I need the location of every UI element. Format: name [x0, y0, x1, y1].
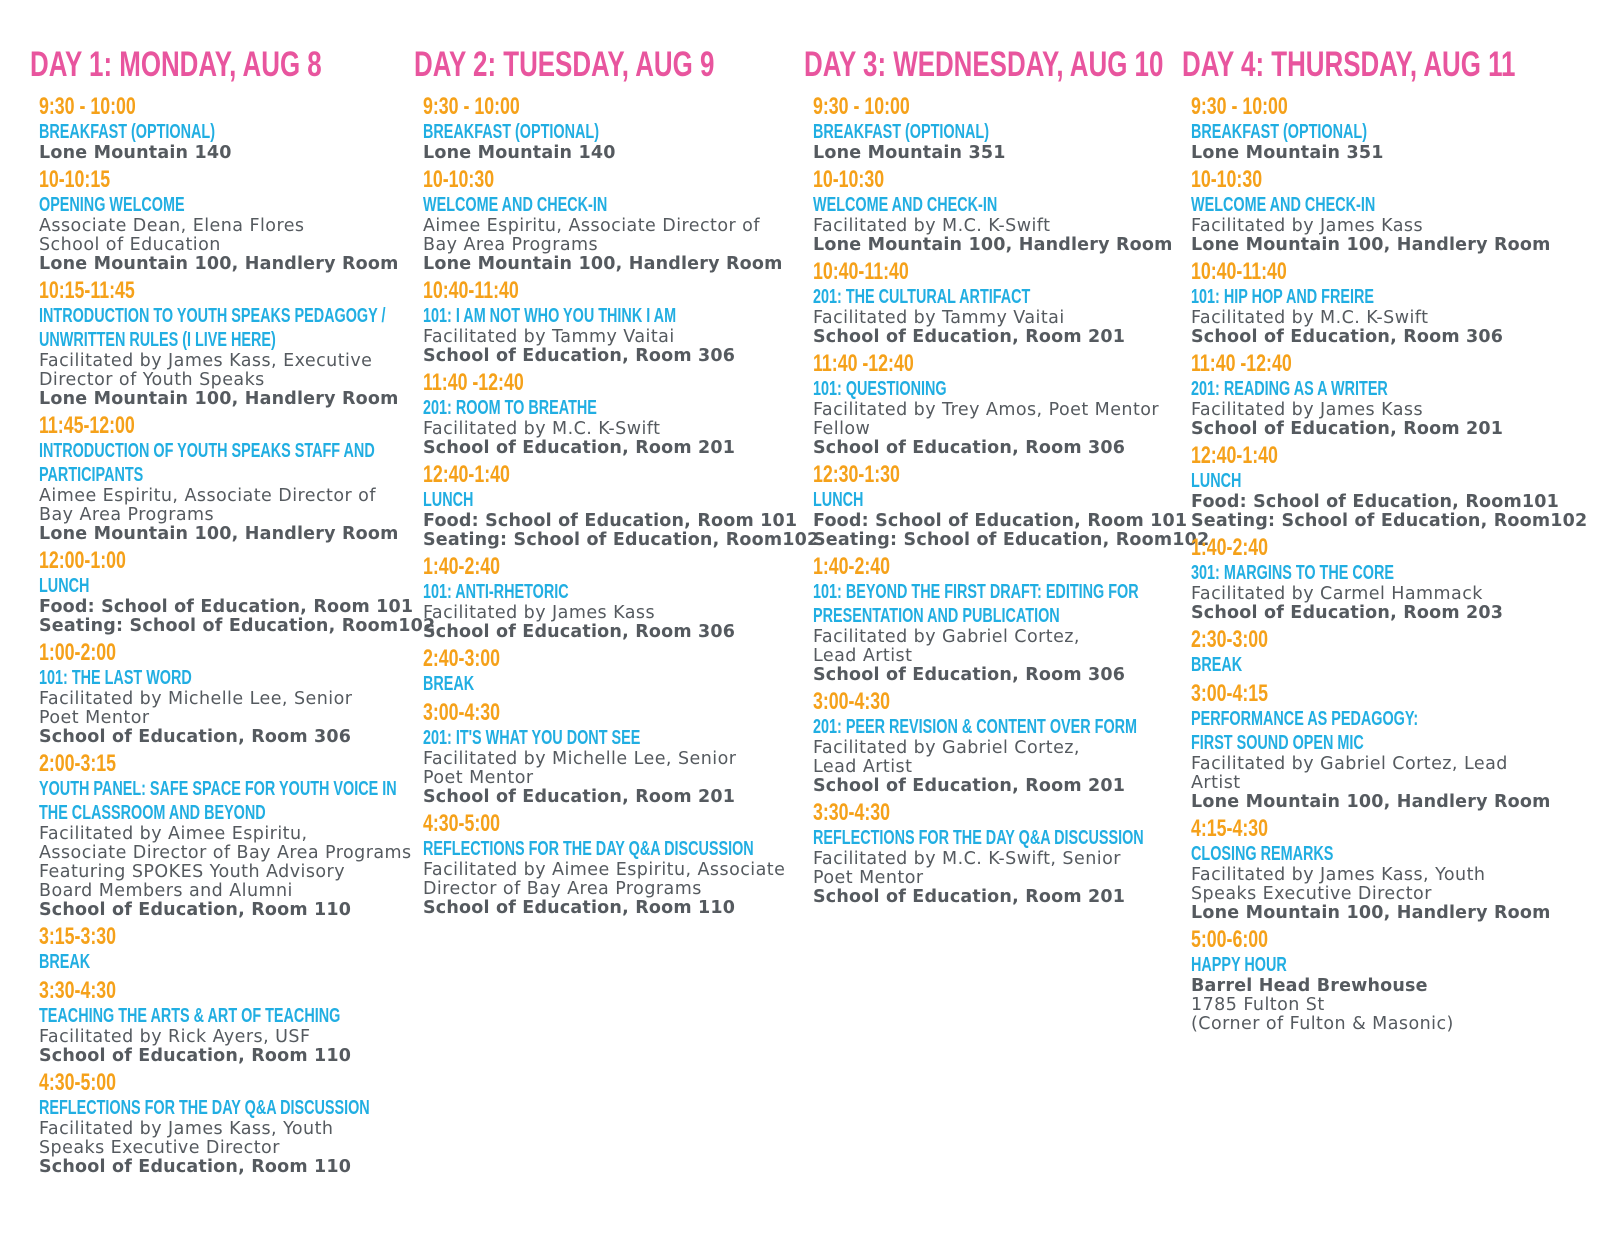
- event-location: Lone Mountain 100, Handlery Room: [1191, 903, 1551, 923]
- event-location: School of Education, Room 306: [39, 727, 352, 747]
- event-location: School of Education, Room 201: [423, 438, 736, 458]
- event-location: Seating: School of Education, Room102: [39, 616, 436, 636]
- event-detail: Aimee Espiritu, Associate Director of: [39, 486, 376, 506]
- event-title: 101: QUESTIONING: [813, 378, 947, 400]
- event-time: 12:00-1:00: [39, 547, 126, 574]
- event-title: INTRODUCTION TO YOUTH SPEAKS PEDAGOGY /: [39, 305, 386, 327]
- event-title: LUNCH: [1191, 470, 1242, 492]
- event-title: REFLECTIONS FOR THE DAY Q&A DISCUSSION: [39, 1097, 370, 1119]
- event: [39, 924, 536, 974]
- event-location: School of Education, Room 306: [423, 622, 736, 642]
- event-title: BREAKFAST (OPTIONAL): [813, 121, 989, 143]
- event-time: 4:15-4:30: [1191, 815, 1269, 842]
- event: [1191, 535, 1600, 623]
- event-time: 4:30-5:00: [423, 810, 501, 837]
- event-title: LUNCH: [39, 575, 90, 597]
- event-time: 10:15-11:45: [39, 277, 135, 304]
- event: [39, 978, 536, 1066]
- event-location: School of Education, Room 306: [813, 438, 1126, 458]
- event-location: School of Education, Room 110: [423, 898, 736, 918]
- event-title: 201: ROOM TO BREATHE: [423, 397, 597, 419]
- event-time: 9:30 - 10:00: [423, 93, 520, 120]
- event-detail: Board Members and Alumni: [39, 881, 293, 901]
- event-location: School of Education, Room 110: [39, 1157, 352, 1177]
- event-time: 3:00-4:15: [1191, 680, 1269, 707]
- event-title: WELCOME AND CHECK-IN: [813, 194, 998, 216]
- event-title: UNWRITTEN RULES (I LIVE HERE): [39, 329, 276, 351]
- event-title: REFLECTIONS FOR THE DAY Q&A DISCUSSION: [423, 838, 754, 860]
- event-location: School of Education, Room 306: [1191, 327, 1504, 347]
- event-title: PARTICIPANTS: [39, 464, 144, 486]
- event-title: BREAKFAST (OPTIONAL): [423, 121, 599, 143]
- event-time: 10:40-11:40: [813, 258, 909, 285]
- event-detail: Featuring SPOKES Youth Advisory: [39, 862, 346, 882]
- event-detail: Facilitated by M.C. K-Swift: [423, 419, 661, 439]
- event-detail: Speaks Executive Director: [39, 1138, 280, 1158]
- event-time: 1:00-2:00: [39, 639, 117, 666]
- event-detail: Facilitated by James Kass, Youth: [1191, 865, 1486, 885]
- event-title: BREAKFAST (OPTIONAL): [1191, 121, 1367, 143]
- event-title: TEACHING THE ARTS & ART OF TEACHING: [39, 1005, 341, 1027]
- event-time: 1:40-2:40: [423, 553, 501, 580]
- event-title: 101: ANTI-RHETORIC: [423, 581, 569, 603]
- event-location: Lone Mountain 100, Handlery Room: [813, 235, 1173, 255]
- event-location: School of Education, Room 201: [423, 787, 736, 807]
- event-location: School of Education, Room 306: [813, 665, 1126, 685]
- event-detail: Bay Area Programs: [39, 505, 215, 525]
- event-detail: Facilitated by M.C. K-Swift, Senior: [813, 849, 1121, 869]
- event-title: BREAKFAST (OPTIONAL): [39, 121, 215, 143]
- event-time: 10-10:30: [813, 166, 885, 193]
- event-detail: School of Education: [39, 235, 221, 255]
- event-title: CLOSING REMARKS: [1191, 843, 1334, 865]
- event-title: WELCOME AND CHECK-IN: [1191, 194, 1376, 216]
- event-time: 5:00-6:00: [1191, 926, 1269, 953]
- event-location: School of Education, Room 306: [423, 346, 736, 366]
- event-time: 12:40-1:40: [1191, 442, 1278, 469]
- day-title: DAY 3: WEDNESDAY, AUG 10: [804, 45, 1164, 84]
- event: [1191, 351, 1600, 439]
- event-time: 2:30-3:00: [1191, 626, 1269, 653]
- event-detail: Lead Artist: [813, 757, 913, 777]
- event-detail: Lead Artist: [813, 646, 913, 666]
- event: [39, 1070, 536, 1177]
- event: [1191, 816, 1600, 923]
- event-detail: Facilitated by James Kass: [423, 603, 656, 623]
- event-title: 101: I AM NOT WHO YOU THINK I AM: [423, 305, 677, 327]
- event-title: HAPPY HOUR: [1191, 954, 1287, 976]
- event-title: REFLECTIONS FOR THE DAY Q&A DISCUSSION: [813, 827, 1144, 849]
- event-location: Seating: School of Education, Room102: [813, 530, 1210, 550]
- event-time: 12:40-1:40: [423, 461, 510, 488]
- event-title: OPENING WELCOME: [39, 194, 185, 216]
- event: [1191, 927, 1600, 1034]
- event-list: [1191, 94, 1600, 1034]
- event-detail: Facilitated by Michelle Lee, Senior: [39, 689, 353, 709]
- event-detail: Facilitated by James Kass, Youth: [39, 1119, 334, 1139]
- event-title: LUNCH: [813, 489, 864, 511]
- event: [1191, 259, 1600, 347]
- event-time: 3:15-3:30: [39, 923, 117, 950]
- event-time: 9:30 - 10:00: [39, 93, 136, 120]
- event-detail: Poet Mentor: [423, 768, 534, 788]
- event-detail: Facilitated by Rick Ayers, USF: [39, 1027, 311, 1047]
- event-title: 101: BEYOND THE FIRST DRAFT: EDITING FOR: [813, 581, 1139, 603]
- event-time: 3:30-4:30: [39, 977, 117, 1004]
- event-title: YOUTH PANEL: SAFE SPACE FOR YOUTH VOICE IN: [39, 778, 397, 800]
- event-time: 11:40 -12:40: [813, 350, 914, 377]
- event-detail: Facilitated by M.C. K-Swift: [1191, 308, 1429, 328]
- event-detail: Speaks Executive Director: [1191, 884, 1432, 904]
- event-title: PRESENTATION AND PUBLICATION: [813, 605, 1060, 627]
- event-detail: Facilitated by Gabriel Cortez,: [813, 738, 1080, 758]
- event-detail: 1785 Fulton St: [1191, 995, 1325, 1015]
- event-time: 3:00-4:30: [813, 688, 891, 715]
- event-detail: Facilitated by Gabriel Cortez,: [813, 627, 1080, 647]
- event-detail: Associate Dean, Elena Flores: [39, 216, 305, 236]
- event-time: 10-10:30: [1191, 166, 1263, 193]
- event-time: 3:00-4:30: [423, 699, 501, 726]
- event-time: 12:30-1:30: [813, 461, 900, 488]
- event-location: School of Education, Room 201: [813, 327, 1126, 347]
- event-location: Lone Mountain 100, Handlery Room: [423, 254, 783, 274]
- event-title: PERFORMANCE AS PEDAGOGY:: [1191, 708, 1419, 730]
- event-title: BREAK: [39, 951, 91, 973]
- event-time: 9:30 - 10:00: [813, 93, 910, 120]
- event-location: Lone Mountain 100, Handlery Room: [39, 524, 399, 544]
- event-detail: Facilitated by Gabriel Cortez, Lead: [1191, 754, 1508, 774]
- event-location: Barrel Head Brewhouse: [1191, 976, 1428, 996]
- event-title: 101: THE LAST WORD: [39, 667, 192, 689]
- event-detail: Fellow: [813, 419, 871, 439]
- event-detail: Facilitated by Aimee Espiritu,: [39, 824, 308, 844]
- event-time: 10-10:30: [423, 166, 495, 193]
- event-detail: Facilitated by Michelle Lee, Senior: [423, 749, 737, 769]
- event-detail: Facilitated by Carmel Hammack: [1191, 584, 1483, 604]
- event-title: FIRST SOUND OPEN MIC: [1191, 732, 1364, 754]
- event-title: THE CLASSROOM AND BEYOND: [39, 802, 266, 824]
- event-detail: Facilitated by Tammy Vaitai: [423, 327, 675, 347]
- event-title: 201: READING AS A WRITER: [1191, 378, 1388, 400]
- event-location: School of Education, Room 110: [39, 900, 352, 920]
- event-time: 2:40-3:00: [423, 645, 501, 672]
- event-time: 9:30 - 10:00: [1191, 93, 1288, 120]
- event-detail: Facilitated by M.C. K-Swift: [813, 216, 1051, 236]
- event-time: 11:40 -12:40: [1191, 350, 1292, 377]
- event-location: Lone Mountain 100, Handlery Room: [1191, 792, 1551, 812]
- event-time: 2:00-3:15: [39, 750, 117, 777]
- event: [1191, 443, 1600, 531]
- event-title: 101: HIP HOP AND FREIRE: [1191, 286, 1374, 308]
- event-location: School of Education, Room 203: [1191, 603, 1504, 623]
- event-location: Lone Mountain 140: [39, 143, 232, 163]
- event-detail: Poet Mentor: [813, 868, 924, 888]
- event-time: 1:40-2:40: [1191, 534, 1269, 561]
- event-detail: Facilitated by Tammy Vaitai: [813, 308, 1065, 328]
- event: [1191, 627, 1600, 677]
- event-detail: (Corner of Fulton & Masonic): [1191, 1014, 1454, 1034]
- event: [1191, 94, 1600, 163]
- event-time: 10:40-11:40: [1191, 258, 1287, 285]
- event-location: Lone Mountain 100, Handlery Room: [39, 254, 399, 274]
- day-title: DAY 4: THURSDAY, AUG 11: [1182, 45, 1516, 84]
- event-time: 10-10:15: [39, 166, 111, 193]
- event-detail: Associate Director of Bay Area Programs: [39, 843, 412, 863]
- event-title: 201: THE CULTURAL ARTIFACT: [813, 286, 1031, 308]
- event-detail: Poet Mentor: [39, 708, 150, 728]
- event-time: 11:40 -12:40: [423, 369, 524, 396]
- event-time: 1:40-2:40: [813, 553, 891, 580]
- event-location: Lone Mountain 140: [423, 143, 616, 163]
- event-detail: Bay Area Programs: [423, 235, 599, 255]
- event-detail: Facilitated by Trey Amos, Poet Mentor: [813, 400, 1160, 420]
- event: [1191, 167, 1600, 255]
- event-location: Food: School of Education, Room 101: [813, 511, 1188, 531]
- event-title: LUNCH: [423, 489, 474, 511]
- event-location: School of Education, Room 110: [39, 1046, 352, 1066]
- event-location: Food: School of Education, Room101: [1191, 492, 1560, 512]
- event-location: Seating: School of Education, Room102: [1191, 511, 1588, 531]
- event-detail: Director of Bay Area Programs: [423, 879, 702, 899]
- event-location: School of Education, Room 201: [1191, 419, 1504, 439]
- event-location: School of Education, Room 201: [813, 887, 1126, 907]
- event-time: 4:30-5:00: [39, 1069, 117, 1096]
- event-title: BREAK: [423, 673, 475, 695]
- event-time: 3:30-4:30: [813, 799, 891, 826]
- event-location: Food: School of Education, Room 101: [39, 597, 414, 617]
- day-4-column: [1182, 36, 1600, 1038]
- event-location: Seating: School of Education, Room102: [423, 530, 820, 550]
- event-detail: Facilitated by James Kass, Executive: [39, 351, 373, 371]
- event-title: 201: PEER REVISION & CONTENT OVER FORM: [813, 716, 1138, 738]
- event-location: Lone Mountain 351: [813, 143, 1006, 163]
- event-detail: Artist: [1191, 773, 1241, 793]
- event-location: Lone Mountain 100, Handlery Room: [39, 389, 399, 409]
- event-detail: Facilitated by James Kass: [1191, 216, 1424, 236]
- event-detail: Facilitated by Aimee Espiritu, Associate: [423, 860, 786, 880]
- event-time: 11:45-12:00: [39, 412, 135, 439]
- day-title: DAY 2: TUESDAY, AUG 9: [414, 45, 715, 84]
- event-location: Lone Mountain 351: [1191, 143, 1384, 163]
- event-detail: Aimee Espiritu, Associate Director of: [423, 216, 760, 236]
- event-time: 10:40-11:40: [423, 277, 519, 304]
- event-title: 301: MARGINS TO THE CORE: [1191, 562, 1394, 584]
- event-location: School of Education, Room 201: [813, 776, 1126, 796]
- event-title: INTRODUCTION OF YOUTH SPEAKS STAFF AND: [39, 440, 375, 462]
- day-title: DAY 1: MONDAY, AUG 8: [30, 45, 322, 84]
- event-detail: Director of Youth Speaks: [39, 370, 265, 390]
- event-title: 201: IT'S WHAT YOU DONT SEE: [423, 727, 641, 749]
- event-location: Food: School of Education, Room 101: [423, 511, 798, 531]
- event-title: WELCOME AND CHECK-IN: [423, 194, 608, 216]
- event-title: BREAK: [1191, 654, 1243, 676]
- event: [1191, 681, 1600, 812]
- event-detail: Facilitated by James Kass: [1191, 400, 1424, 420]
- event-location: Lone Mountain 100, Handlery Room: [1191, 235, 1551, 255]
